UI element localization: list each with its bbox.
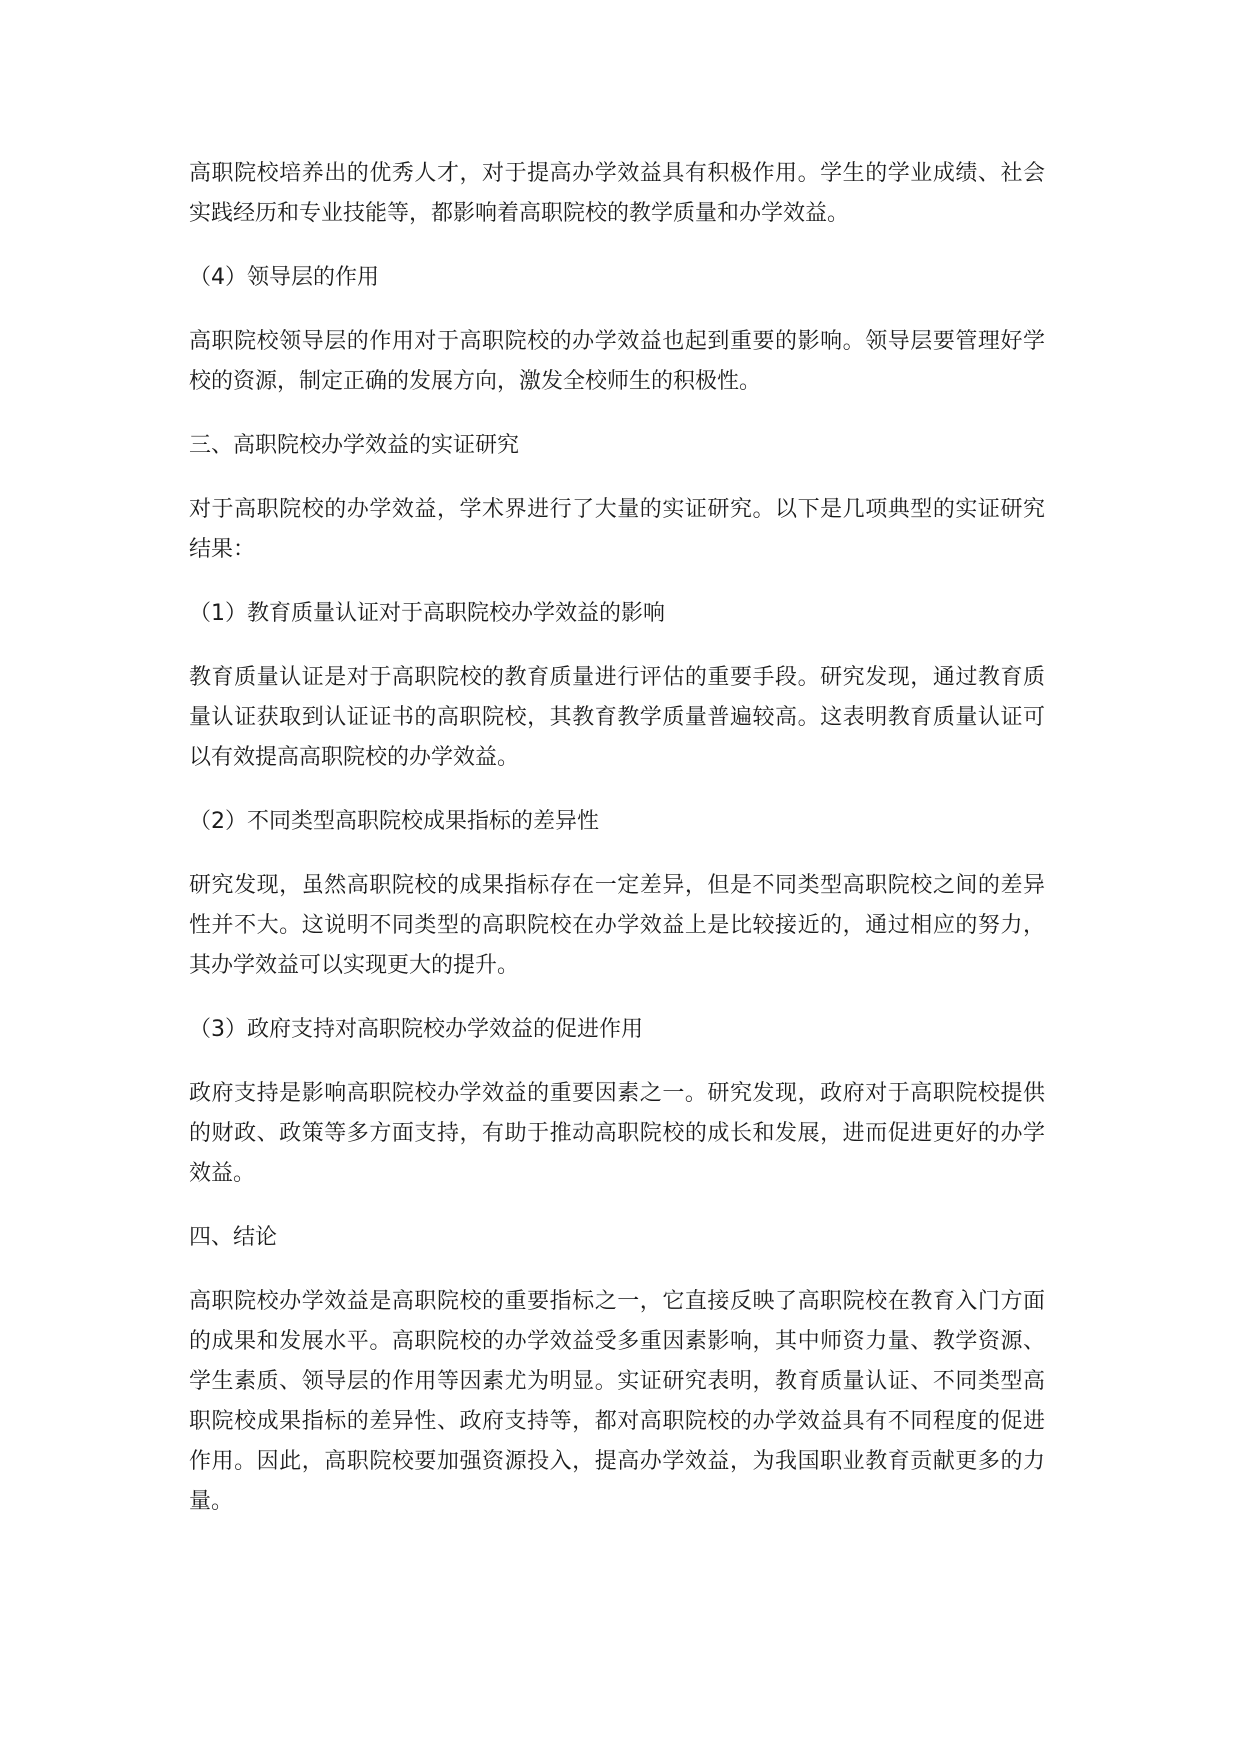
heading-quality-certification: （1）教育质量认证对于高职院校办学效益的影响 [189,601,665,626]
paragraph-quality-certification: 教育质量认证是对于高职院校的教育质量进行评估的重要手段。研究发现，通过教育质量认证获取到认证证书的高职院校，其教育教学质量普遍较高。这表明教育质量认证可以有效提高高职院校的办学效益。 [189,665,1045,770]
paragraph-leadership-role: 高职院校领导层的作用对于高职院校的办学效益也起到重要的影响。领导层要管理好学校的资源，制定正确的发展方向，激发全校师生的积极性。 [189,329,1045,394]
paragraph-indicator-differences: 研究发现，虽然高职院校的成果指标存在一定差异，但是不同类型高职院校之间的差异性并不大。这说明不同类型的高职院校在办学效益上是比较接近的，通过相应的努力，其办学效益可以实现更大的提升。 [189,873,1045,978]
heading-leadership-role: （4）领导层的作用 [189,265,379,290]
heading-section-three: 三、高职院校办学效益的实证研究 [189,433,520,458]
paragraph-conclusion: 高职院校办学效益是高职院校的重要指标之一，它直接反映了高职院校在教育入门方面的成果和发展水平。高职院校的办学效益受多重因素影响，其中师资力量、教学资源、学生素质、领导层的作用等因素尤为明显。实证研究表明，教育质量认证、不同类型高职院校成果指标的差异性、政府支持等，都对高职院校的办学效益具有不同程度的促进作用。因此，高职院校要加强资源投入，提高办学效益，为我国职业教育贡献更多的力量。 [189,1289,1045,1514]
heading-indicator-differences: （2）不同类型高职院校成果指标的差异性 [189,809,599,834]
heading-conclusion: 四、结论 [189,1225,278,1250]
paragraph-government-support: 政府支持是影响高职院校办学效益的重要因素之一。研究发现，政府对于高职院校提供的财政、政策等多方面支持，有助于推动高职院校的成长和发展，进而促进更好的办学效益。 [189,1081,1045,1186]
paragraph-student-talent: 高职院校培养出的优秀人才，对于提高办学效益具有积极作用。学生的学业成绩、社会实践经历和专业技能等，都影响着高职院校的教学质量和办学效益。 [189,161,1045,226]
document-body [189,154,1045,1546]
paragraph-empirical-intro: 对于高职院校的办学效益，学术界进行了大量的实证研究。以下是几项典型的实证研究结果： [189,497,1045,562]
heading-government-support: （3）政府支持对高职院校办学效益的促进作用 [189,1017,643,1042]
